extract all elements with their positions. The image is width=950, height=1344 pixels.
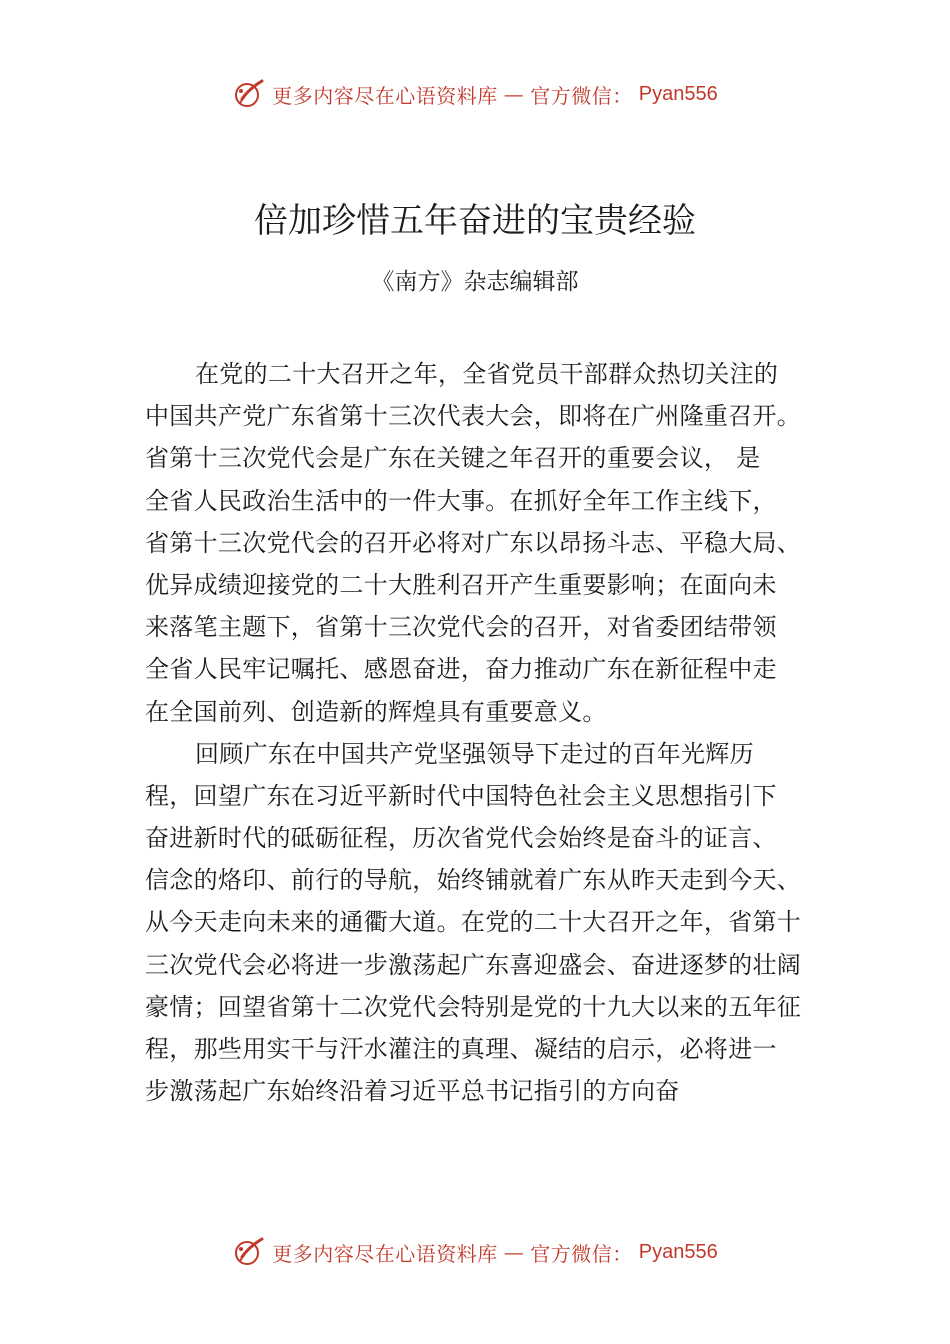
- watermark-wechat-id: Pyan556: [638, 82, 718, 105]
- watermark-group: [232, 77, 717, 111]
- text-line: 信念的烙印、前行的导航，始终铺就着广东从昨天走到今天、: [145, 866, 802, 895]
- watermark-group: [232, 1235, 717, 1269]
- text-line: 在党的二十大召开之年，全省党员干部群众热切关注的: [195, 360, 779, 388]
- text-line: 全省人民政治生活中的一件大事。在抓好全年工作主线下，: [145, 486, 777, 515]
- watermark-wechat-label: 官方微信：: [530, 83, 633, 108]
- watermark-wechat-label: 官方微信：: [530, 1241, 633, 1266]
- watermark-footer: [0, 1232, 950, 1272]
- text-line: 豪情；回望省第十二次党代会特别是党的十九大以来的五年征: [145, 992, 802, 1021]
- pen-logo-icon: [232, 77, 266, 111]
- text-line: 程，那些用实干与汗水灌注的真理、凝结的启示，必将进一: [145, 1035, 777, 1063]
- watermark-text: 更多内容尽在心语资料库: [272, 1241, 498, 1266]
- watermark-separator: —: [503, 1240, 525, 1264]
- text-line: 中国共产党广东省第十三次代表大会，即将在广州隆重召开。: [145, 402, 802, 431]
- watermark-separator: —: [503, 82, 525, 106]
- watermark-header: [0, 74, 950, 114]
- watermark-text: 更多内容尽在心语资料库: [272, 83, 498, 108]
- text-line: 在全国前列、创造新的辉煌具有重要意义。: [145, 697, 607, 726]
- text-line: 步激荡起广东始终沿着习近平总书记指引的方向奋: [145, 1077, 680, 1106]
- text-line: 奋进新时代的砥砺征程，历次省党代会始终是奋斗的证言、: [145, 824, 777, 853]
- pen-logo-icon: [232, 1235, 266, 1269]
- article-body: [145, 353, 835, 1112]
- text-line: 优异成绩迎接党的二十大胜利召开产生重要影响；在面向未: [145, 570, 777, 599]
- text-line: 全省人民牢记嘱托、感恩奋进，奋力推动广东在新征程中走: [145, 655, 777, 684]
- watermark-wechat-id: Pyan556: [638, 1240, 718, 1263]
- author-line: 《南方》杂志编辑部: [371, 269, 579, 295]
- text-line: 省第十三次党代会是广东在关键之年召开的重要会议， 是: [145, 444, 761, 473]
- text-line: 程，回望广东在习近平新时代中国特色社会主义思想指引下: [145, 781, 777, 810]
- text-line: 回顾广东在中国共产党坚强领导下走过的百年光辉历: [195, 739, 754, 768]
- text-line: 三次党代会必将进一步激荡起广东喜迎盛会、奋进逐梦的壮阔: [145, 950, 802, 979]
- text-line: 来落笔主题下，省第十三次党代会的召开，对省委团结带领: [145, 613, 777, 642]
- text-line: 省第十三次党代会的召开必将对广东以昂扬斗志、平稳大局、: [145, 528, 802, 557]
- text-line: 从今天走向未来的通衢大道。在党的二十大召开之年，省第十: [145, 908, 802, 937]
- page-title: 倍加珍惜五年奋进的宝贵经验: [254, 201, 696, 241]
- paragraph-1: [145, 353, 835, 733]
- paragraph-2: [145, 733, 835, 1113]
